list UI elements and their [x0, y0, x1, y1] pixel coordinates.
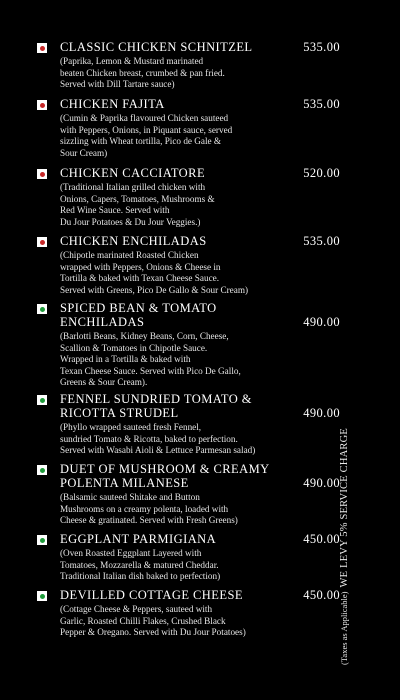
non-veg-icon: [37, 169, 47, 179]
veg-icon: [37, 465, 47, 475]
dish-name: CLASSIC CHICKEN SCHNITZEL: [60, 40, 253, 54]
taxes-note: (Taxes as Applicable): [339, 591, 349, 665]
dish-name: CHICKEN FAJITA: [60, 97, 165, 111]
dish-name: CHICKEN CACCIATORE: [60, 166, 206, 180]
veg-icon: [37, 591, 47, 601]
dish-description: (Phyllo wrapped sauteed fresh Fennel, sundried Tomato & Ricotta, baked to perfection. Served with Wasabi Aioli & Lettuce Parmesan salad): [60, 422, 256, 456]
dish-name: DEVILLED COTTAGE CHEESE: [60, 588, 243, 602]
dish-name: EGGPLANT PARMIGIANA: [60, 532, 217, 546]
dish-name: CHICKEN ENCHILADAS: [60, 234, 207, 248]
dish-price: 535.00: [303, 40, 340, 54]
dish-price: 490.00: [303, 476, 340, 490]
dish-price: 535.00: [303, 234, 340, 248]
veg-icon: [37, 535, 47, 545]
dish-description: (Barlotti Beans, Kidney Beans, Corn, Cheese, Scallion & Tomatoes in Chipotle Sauce. Wrapped in a Tortilla & baked with Texan Cheese Sauce. Served with Pico De Gallo, Greens & Sour Cream).: [60, 331, 241, 388]
dish-price: 490.00: [303, 406, 340, 420]
dish-price: 450.00: [303, 588, 340, 602]
veg-icon: [37, 395, 47, 405]
dish-description: (Traditional Italian grilled chicken with Onions, Capers, Tomatoes, Mushrooms & Red Wine Sauce. Served with Du Jour Potatoes & Du Jour Veggies.): [60, 182, 215, 227]
dish-description: (Chipotle marinated Roasted Chicken wrapped with Peppers, Onions & Cheese in Tortilla & baked with Texan Cheese Sauce. Served with Greens, Pico De Gallo & Sour Cream): [60, 250, 249, 295]
dish-price: 520.00: [303, 166, 340, 180]
dish-name: FENNEL SUNDRIED TOMATO & RICOTTA STRUDEL: [60, 392, 252, 420]
dish-name: DUET OF MUSHROOM & CREAMY POLENTA MILANESE: [60, 462, 270, 490]
dish-price: 450.00: [303, 532, 340, 546]
dish-description: (Oven Roasted Eggplant Layered with Tomatoes, Mozzarella & matured Cheddar. Traditional Italian dish baked to perfection): [60, 548, 221, 582]
dish-description: (Paprika, Lemon & Mustard marinated beaten Chicken breast, crumbed & pan fried. Served with Dill Tartare sauce): [60, 56, 225, 90]
dish-name: SPICED BEAN & TOMATO ENCHILADAS: [60, 301, 217, 329]
dish-description: (Cumin & Paprika flavoured Chicken sauteed with Peppers, Onions, in Piquant sauce, served sizzling with Wheat tortilla, Pico de Gale & Sour Cream): [60, 113, 233, 158]
service-charge-text: WE LEVY 5% SERVICE CHARGE: [339, 427, 350, 588]
non-veg-icon: [37, 237, 47, 247]
non-veg-icon: [37, 100, 47, 110]
service-charge-note: [334, 428, 352, 665]
dish-price: 535.00: [303, 97, 340, 111]
dish-price: 490.00: [303, 315, 340, 329]
veg-icon: [37, 304, 47, 314]
non-veg-icon: [37, 43, 47, 53]
dish-description: (Cottage Cheese & Peppers, sauteed with Garlic, Roasted Chilli Flakes, Crushed Black Pepper & Oregano. Served with Du Jour Potatoes): [60, 604, 246, 638]
dish-description: (Balsamic sauteed Shitake and Button Mushrooms on a creamy polenta, loaded with Cheese & gratinated. Served with Fresh Greens): [60, 492, 238, 526]
